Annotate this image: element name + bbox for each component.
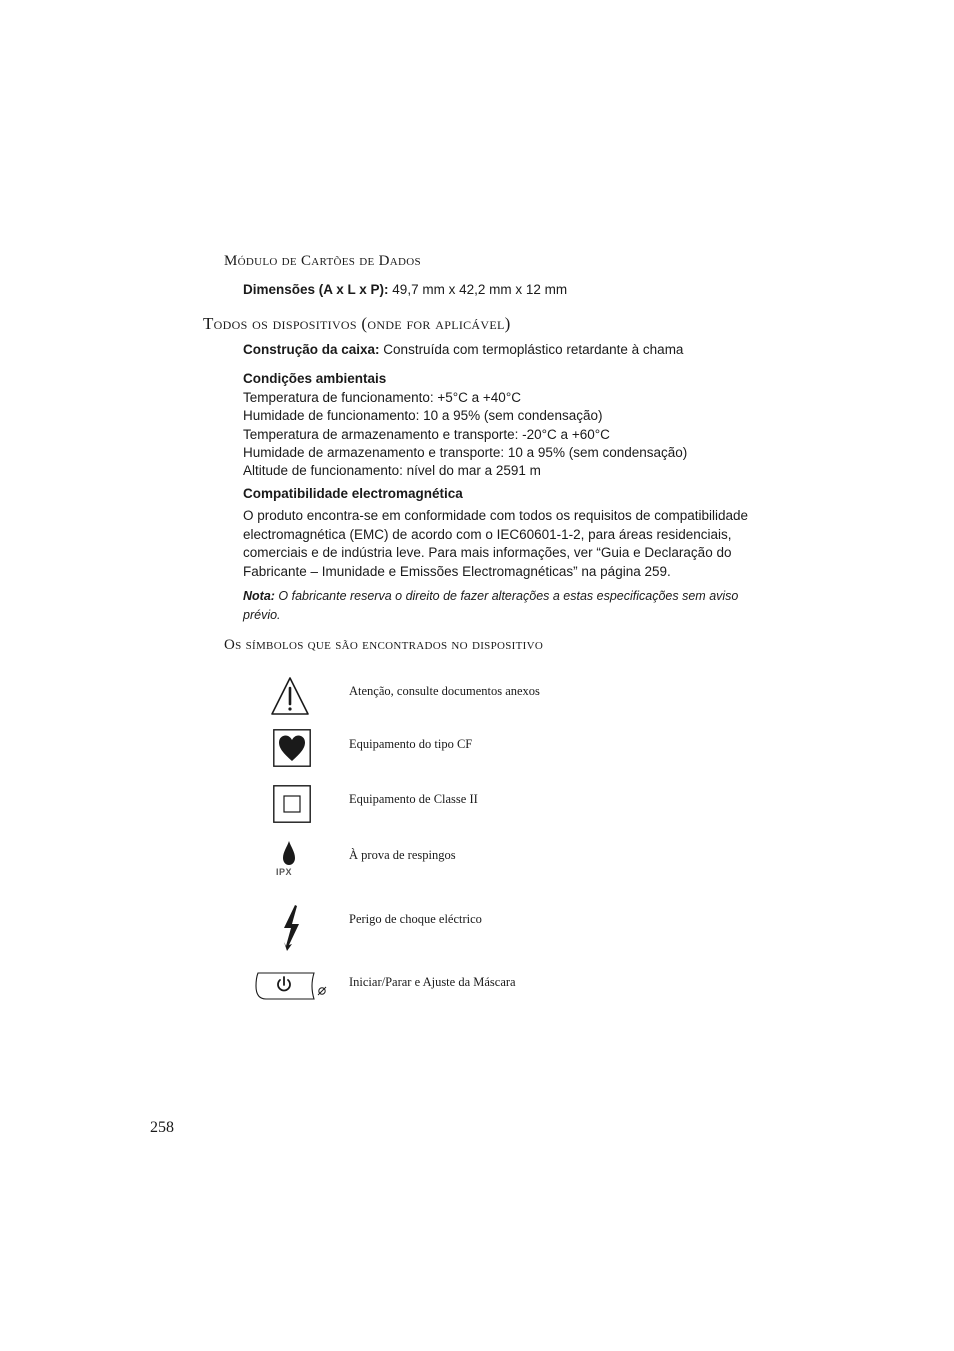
- symbol-label-power: Iniciar/Parar e Ajuste da Máscara: [349, 975, 516, 989]
- housing-value: Construída com termoplástico retardante à chama: [379, 342, 684, 357]
- dimensions-label: Dimensões (A x L x P):: [243, 282, 389, 297]
- drip-proof-ipx-icon: [274, 839, 304, 881]
- housing-spec: [243, 341, 683, 359]
- environment-line: Temperatura de funcionamento: +5°C a +40°C: [243, 390, 521, 405]
- note-paragraph: [243, 587, 743, 625]
- section-heading-symbols: Os símbolos que são encontrados no dispositivo: [224, 637, 544, 653]
- class-ii-square-icon: [273, 785, 311, 823]
- type-cf-heart-icon: [273, 729, 311, 767]
- power-button-icon: [254, 970, 330, 1002]
- note-text: O fabricante reserva o direito de fazer alterações a estas especificações sem aviso prévio.: [243, 589, 739, 622]
- environment-line: Altitude de funcionamento: nível do mar a 2591 m: [243, 463, 541, 479]
- environment-title: Condições ambientais: [243, 371, 387, 386]
- housing-label: Construção da caixa:: [243, 342, 380, 357]
- symbol-label-class-ii: Equipamento de Classe II: [349, 792, 478, 806]
- environment-line: Humidade de armazenamento e transporte: 10 a 95% (sem condensação): [243, 444, 688, 460]
- electric-shock-bolt-icon: [281, 904, 303, 952]
- symbol-label-warning: Atenção, consulte documentos anexos: [349, 684, 540, 698]
- warning-triangle-icon: [270, 676, 310, 716]
- page-number: 258: [150, 1119, 174, 1136]
- ipx-label: IPX: [276, 867, 293, 877]
- symbol-label-electric-shock: Perigo de choque eléctrico: [349, 912, 482, 926]
- emc-title: Compatibilidade electromagnética: [243, 486, 463, 501]
- dimensions-value: 49,7 mm x 42,2 mm x 12 mm: [388, 282, 568, 297]
- environment-line: Humidade de funcionamento: 10 a 95% (sem condensação): [243, 408, 603, 424]
- note-label: Nota:: [243, 589, 275, 603]
- section-heading-all-devices: Todos os dispositivos (onde for aplicável): [203, 314, 511, 333]
- environment-conditions-list: [243, 389, 687, 480]
- symbol-label-type-cf: Equipamento do tipo CF: [349, 737, 473, 751]
- dimensions-spec: [243, 281, 567, 299]
- environment-line: Temperatura de armazenamento e transporte: -20°C a +60°C: [243, 426, 610, 442]
- section-heading-data-card: Módulo de Cartões de Dados: [224, 253, 421, 269]
- emc-paragraph: O produto encontra-se em conformidade com todos os requisitos de compatibilidade electromagnética (EMC) de acordo com o IEC60601-1-2, para áreas residenciais, comerciais e de indústria leve. Para mais informações, ver “Guia e Declaração do Fabricante – Imunidade e Emissões Electromagnéticas” na página 259.: [243, 508, 749, 579]
- symbol-label-drip-proof: À prova de respingos: [349, 848, 456, 862]
